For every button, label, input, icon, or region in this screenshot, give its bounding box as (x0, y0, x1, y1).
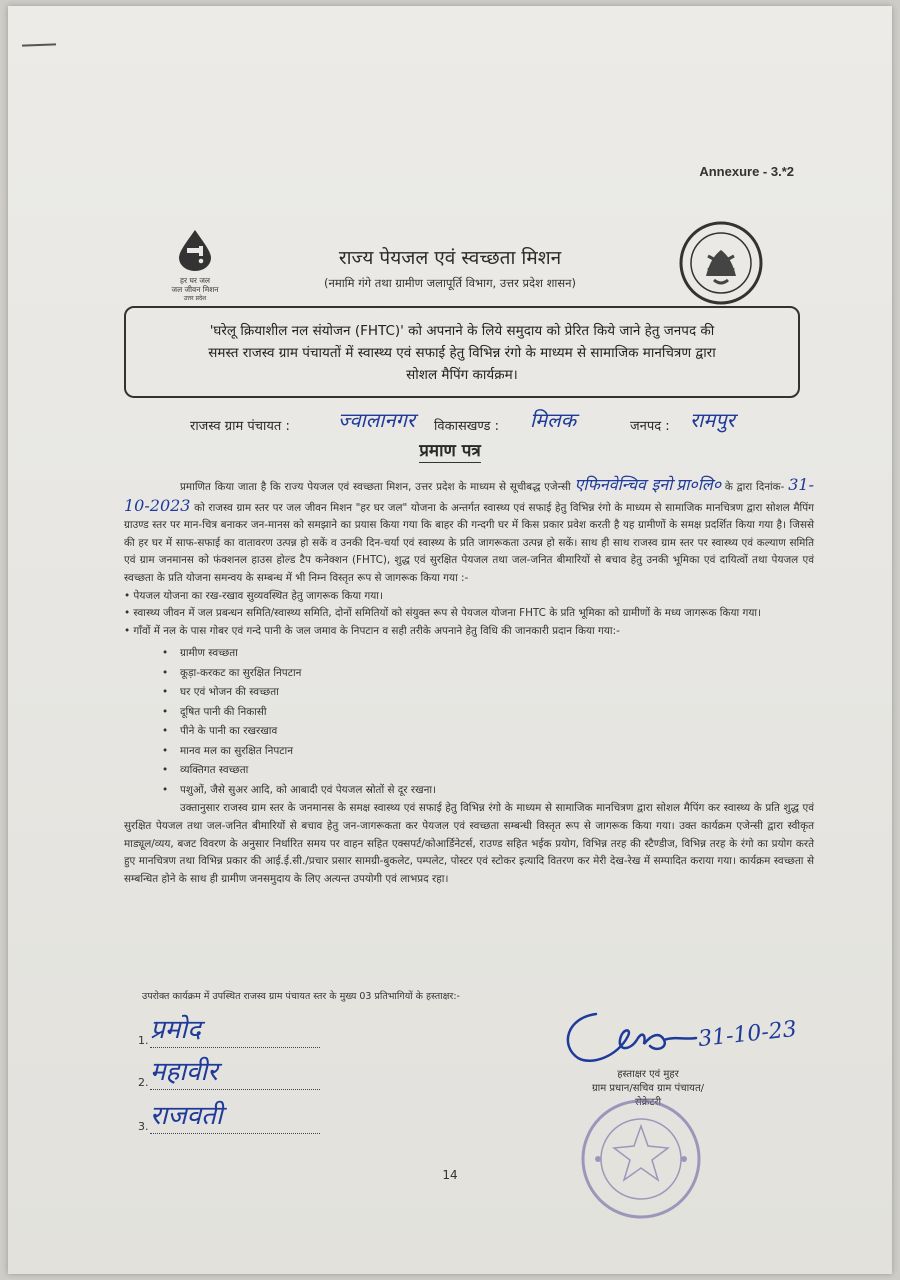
pen-mark (22, 43, 56, 46)
participant-name: प्रमोद (150, 1015, 201, 1045)
program-date-hand: 31-10-2023 (124, 475, 814, 515)
body-paragraph-1 (124, 476, 814, 588)
signature-line (150, 1046, 320, 1048)
page-number: 14 (442, 1168, 458, 1182)
logo-tagline-3: उत्तर प्रदेश (183, 295, 207, 302)
bullet-1: • पेयजल योजना का रख-रखाव सुव्यवस्थित हेतु जागरूक किया गया। (124, 589, 383, 602)
block-label: विकासखण्ड : (434, 419, 500, 434)
district-value: रामपुर (690, 408, 735, 432)
location-fields (190, 406, 830, 440)
list-item: • कूड़ा-करकट का सुरक्षित निपटान (162, 664, 814, 684)
list-item: • घर एवं भोजन की स्वच्छता (162, 683, 814, 703)
panchayat-label: राजस्व ग्राम पंचायत : (190, 419, 290, 434)
signature-line (150, 1132, 320, 1134)
sanitation-topics-list (162, 644, 814, 800)
pradhan-signature-icon (556, 1006, 706, 1070)
program-line-3: सोशल मैपिंग कार्यक्रम। (406, 367, 518, 383)
certificate-body (124, 476, 814, 888)
panchayat-value: ज्वालानगर (338, 408, 416, 432)
annexure-label: Annexure - 3.*2 (699, 164, 794, 179)
pradhan-signature-label: हस्ताक्षर एवं मुहर ग्राम प्रधान/सचिव ग्राम पंचायत/ सेक्रेटरी (591, 1069, 705, 1108)
block-value: मिलक (530, 408, 577, 432)
agency-name-hand: एफिनवेन्चिव इनो (574, 475, 673, 494)
body-p1-a: प्रमाणित किया जाता है कि राज्य पेयजल एवं स्वच्छता मिशन, उत्तर प्रदेश के माध्यम से सूचीबद्ध एजेन्सी (180, 481, 571, 493)
logo-tagline-2: जल जीवन मिशन (171, 285, 219, 294)
body-p1-b: के द्वारा दिनांक- (724, 481, 785, 493)
program-line-2: समस्त राजस्व ग्राम पंचायतों में स्वास्थ्य एवं सफाई हेतु विभिन्न रंगो के माध्यम से सामाजिक मानचित्रण द्वारा (208, 345, 716, 361)
mission-title: राज्य पेयजल एवं स्वच्छता मिशन (338, 247, 562, 269)
list-item: • पीने के पानी का रखरखाव (162, 722, 814, 742)
list-item: • दूषित पानी की निकासी (162, 703, 814, 723)
list-item: • मानव मल का सुरक्षित निपटान (162, 742, 814, 762)
participants-signature-note: उपरोक्त कार्यक्रम में उपस्थित राजस्व ग्राम पंचायत स्तर के मुख्य 03 प्रतिभागियों के हस्ताक्षर:- (142, 991, 460, 1002)
body-paragraph-2: उक्तानुसार राजस्व ग्राम स्तर के जनमानस के समक्ष स्वास्थ्य एवं सफाई हेतु विभिन्न रंगो के माध्यम से सामाजिक मानचित्रण द्वारा सोशल मैपिंग कर स्वास्थ्य के प्रति शुद्ध एवं सुरक्षित पेयजल तथा जल-जनित बीमारियों से बचाव हेतु जन-जागरूकता कर पेयजल एवं स्वच्छता सम्बन्धी विस्तृत रूप से जागरूक किया गया। उक्त कार्यक्रम एजेन्सी द्वारा स्वीकृत माड्यूल/व्यय, बजट विवरण के अनुसार निर्धारित समय पर वाहन सहित एक्सपर्ट/कोआर्डिनेटर्स, राउण्ड सहित भईक प्रयोग, विभिन्न तरह की स्टैण्डीज, विभिन्न तरह के रंगो का प्रयोग करते हुए मानचित्रण तथा विभिन्न प्रकार की आई.ई.सी./प्रचार प्रसार सामग्री-बुकलेट, पम्पलेट, पोस्टर एवं स्टोकर इत्यादि वितरण कर मेरी देख-रेख में सम्पादित कराया गया। कार्यक्रम स्वच्छता से सम्बन्धित होने के साथ ही ग्रामीण जनसमुदाय के लिए अत्यन्त उपयोगी एवं लाभप्रद रहा। (124, 802, 814, 885)
body-p1-c: को राजस्व ग्राम स्तर पर जल जीवन मिशन "हर घर जल" योजना के अन्तर्गत स्वास्थ्य एवं सफाई हेतु विभिन्न रंगो के माध्यम से सामाजिक मानचित्रण द्वारा सोशल मैपिंग ग्राउण्ड स्तर पर मान-चित्र बनाकर जन-मानस को समझाने का प्रयास किया गया कि बाहर की गन्दगी घर में किस प्रकार प्रवेश करती है यह ग्रामीणों के समक्ष प्रदर्शित किया गया है। जिससे की हर घर में साफ-सफाई का वातावरण उत्पन्न हो सकें व उनकी दिन-चर्या एवं स्वास्थ्य के प्रति जागरूकता उत्पन्न हो सकें। साथ ही साथ राजस्व ग्राम स्तर पर स्वास्थ्य एवं कल्याण समिति एवं ग्राम जनमानस को फंक्शनल हाउस होल्ड टैप कनेक्शन (FHTC), शुद्ध एवं सुरक्षित पेयजल तथा जल-जनित बीमारियों से बचाव हेतु उनकी भूमिका एवं दायित्वों तथा पेयजल एवं स्वच्छता के प्रति योजना समन्वय के सम्बन्ध में भी निम्न विस्तृत रूप से जागरूक किया गया :- (124, 501, 815, 584)
bullet-3: • गाँवों में नल के पास गोबर एवं गन्दे पानी के जल जमाव के निपटान व सही तरीके अपनाने हेतु विधि की जानकारी प्रदान किया गया:- (124, 624, 620, 637)
signature-line (150, 1088, 320, 1090)
bullet-2: • स्वास्थ्य जीवन में जल प्रबन्धन समिति/स्वास्थ्य समिति, दोनों समितियों को संयुक्त रूप से पेयजल योजना FHTC के प्रति भूमिका को ग्रामीणों के मध्य जागरूक किया गया। (124, 607, 761, 620)
program-line-1: 'घरेलू क्रियाशील नल संयोजन (FHTC)' को अपनाने के लिये समुदाय को प्रेरित किये जाने हेतु जनपद की (209, 323, 715, 339)
agency-name-hand-2: प्रा०लि० (676, 475, 722, 494)
district-label: जनपद : (630, 419, 670, 434)
document-page: Annexure - 3.*2 हर घर जल जल जीवन मिशन उत्तर प्रदेश राज्य पेयजल एवं स्वच्छता मिशन (नमामि गंगे तथा ग्रामीण जलापूर्ति विभाग, उत्तर प्रदेश शासन) 'घरेलू क्रियाशील नल संयोजन (FHTC)' को अपनाने के लिये समुदाय को प्रेरित किये जाने हेतु जनपद की समस्त राजस्व ग्राम पंचायतों में स्वास्थ्य एवं सफाई हेतु विभिन्न रंगो के माध्यम से सामाजिक मानचित्रण द्वारा सोशल मैपिंग कार्यक्रम। राजस्व ग्राम पंचायत : ज्वालानगर विकासखण्ड : मिलक जनपद : रामपुर प्रमाण पत्र प्रमाणित किया जाता है कि राज्य पेयजल एवं स्वच्छता मिशन, उत्तर प्रदेश के माध्यम से सूचीबद्ध एजेन्सी एफिनवेन्चिव इनो प्रा०लि० के द्वारा दिनांक- 31-10-2023 को राजस्व ग्राम स्तर पर जल जीवन मिशन "हर घर जल" योजना के अन्तर्गत स्वास्थ्य एवं सफाई हेतु विभिन्न रंगो के माध्यम से सामाजिक मानचित्रण द्वारा सोशल मैपिंग ग्राउण्ड स्तर पर मान-चित्र बनाकर जन-मानस को समझाने का प्रयास किया गया कि बाहर की गन्दगी घर में किस प्रकार प्रवेश करती है यह ग्रामीणों के समक्ष प्रदर्शित किया गया है। जिससे की हर घर में साफ-सफाई का वातावरण उत्पन्न हो सकें व उनकी दिन-चर्या एवं स्वास्थ्य के प्रति जागरूकता उत्पन्न हो सकें। साथ ही साथ राजस्व ग्राम स्तर पर स्वास्थ्य एवं कल्याण समिति एवं ग्राम जनमानस को फंक्शनल हाउस होल्ड टैप कनेक्शन (FHTC), शुद्ध एवं सुरक्षित पेयजल तथा जल-जनित बीमारियों से बचाव हेतु उनकी भूमिका एवं दायित्वों तथा पेयजल एवं स्वच्छता के प्रति योजना समन्वय के सम्बन्ध में भी निम्न विस्तृत रूप से जागरूक किया गया :- • पेयजल योजना का रख-रखाव सुव्यवस्थित हेतु जागरूक किया गया। • स्वास्थ्य जीवन में जल प्रबन्धन समिति/स्वास्थ्य समिति, दोनों समितियों को संयुक्त रूप से पेयजल योजना FHTC के प्रति भूमिका को ग्रामीणों के मध्य जागरूक किया गया। • गाँवों में नल के पास गोबर एवं गन्दे पानी के जल जमाव के निपटान व सही तरीके अपनाने हेतु विधि की जानकारी प्रदान किया गया:- • ग्रामीण स्वच्छता • कूड़ा-करकट का सुरक्षित निपटान • घर एवं भोजन की स्वच्छता • दूषित पानी की निकासी • पीने के पानी का रखरखाव • मानव मल का सुरक्षित निपटान • व्यक्तिगत स्वच्छता • पशुओं, जैसे सुअर आदि, को आबादी एवं पेयजल स्रोतों से दूर रखना। उक्तानुसार राजस्व ग्राम स्तर के जनमानस के समक्ष स्वास्थ्य एवं सफाई हेतु विभिन्न रंगो के माध्यम से सामाजिक मानचित्रण द्वारा सोशल मैपिंग कर स्वास्थ्य के प्रति शुद्ध एवं सुरक्षित पेयजल तथा जल-जनित बीमारियों से बचाव हेतु जन-जागरूकता कर पेयजल एवं स्वच्छता सम्बन्धी विस्तृत रूप से जागरूक किया गया। उक्त कार्यक्रम एजेन्सी द्वारा स्वीकृत माड्यूल/व्यय, बजट विवरण के अनुसार निर्धारित समय पर वाहन सहित एक्सपर्ट/कोआर्डिनेटर्स, राउण्ड सहित भईक प्रयोग, विभिन्न तरह की स्टैण्डीज, विभिन्न तरह के रंगो का प्रयोग करते हुए मानचित्रण तथा विभिन्न प्रकार की आई.ई.सी./प्रचार प्रसार सामग्री-बुकलेट, पम्पलेट, पोस्टर एवं स्टोकर इत्यादि वितरण कर मेरी देख-रेख में सम्पादित कराया गया। कार्यक्रम स्वच्छता से सम्बन्धित होने के साथ ही ग्रामीण जनसमुदाय के लिए अत्यन्त उपयोगी एवं लाभप्रद रहा। उपरोक्त कार्यक्रम में उपस्थित राजस्व ग्राम पंचायत स्तर के मुख्य 03 प्रतिभागियों के हस्ताक्षर:- 1. प्रमोद 2. महावीर 3. राजवती 31-10-23 हस्ताक्षर एवं मुहर ग्राम प्रधान/सचिव ग्राम पंचायत/ सेक्रेटरी 14 (8, 6, 892, 1274)
mission-subtitle: (नमामि गंगे तथा ग्रामीण जलापूर्ति विभाग, उत्तर प्रदेश शासन) (323, 276, 577, 290)
list-item: • पशुओं, जैसे सुअर आदि, को आबादी एवं पेयजल स्रोतों से दूर रखना। (162, 781, 814, 801)
certificate-title: प्रमाण पत्र (419, 441, 481, 461)
participant-name: राजवती (150, 1101, 223, 1131)
list-item: • ग्रामीण स्वच्छता (162, 644, 814, 664)
panchayat-stamp-icon (578, 1096, 704, 1222)
list-item: • व्यक्तिगत स्वच्छता (162, 761, 814, 781)
pradhan-date-hand: 31-10-23 (696, 1016, 798, 1053)
program-title-box (124, 306, 800, 398)
participant-name: महावीर (150, 1057, 218, 1087)
logo-tagline-1: हर घर जल (180, 276, 210, 285)
